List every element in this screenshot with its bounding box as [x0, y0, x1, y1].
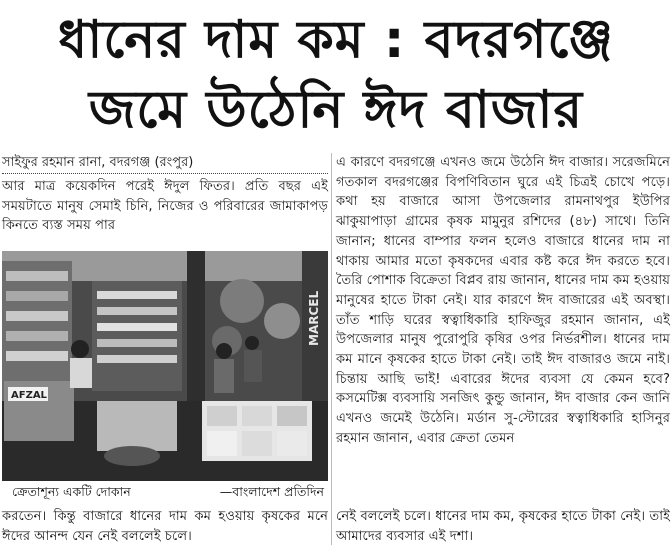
bottom-right-paragraph: নেই বললেই চলে। ধানের দাম কম, কৃষকের হাতে টাকা নেই। তাই আমাদের ব্যবসার এই দশা।	[336, 509, 670, 544]
intro-paragraph: আর মাত্র কয়েকদিন পরেই ঈদুল ফিতর। প্রতি বছর এই সময়টাতে মানুষ সেমাই চিনি, নিজের ও পরিবারের জামাকাপড় কিনতে ব্যস্ত সময় পার	[2, 179, 328, 234]
shop-photo	[2, 251, 328, 481]
left-column	[2, 153, 328, 236]
headline-line-2: জমে উঠেনি ঈদ বাজার	[88, 80, 584, 140]
marcel-sign-text: MARCEL	[307, 290, 321, 346]
bottom-left-paragraph: করতেন। কিন্তু বাজারে ধানের দাম কম হওয়ায় কৃষকের মনে ঈদের আনন্দ যেন নেই বললেই চলে।	[2, 509, 328, 544]
headline-line-1: ধানের দাম কম : বদরগঞ্জে	[58, 10, 614, 70]
headline	[0, 0, 672, 148]
column-divider	[331, 153, 332, 545]
photo-credit: —বাংলাদেশ প্রতিদিন	[219, 484, 324, 499]
photo-caption: ক্রেতাশূন্য একটি দোকান	[12, 484, 131, 499]
right-column: এ কারণে বদরগঞ্জে এখনও জমে উঠেনি ঈদ বাজার। সরেজমিনে গতকাল বদরগঞ্জের বিপণিবিতান ঘুরে এই চিত্রই চোখে পড়ে। কথা হয় বাজারে আসা উপজেলার রামনাথপুর ইউপির ঝাকুয়াপাড়া গ্রামের কৃষক মামুনুর রশিদের (৪৮) সাথে। তিনি জানান; ধানের বাম্পার ফলন হলেও বাজারে ধানের দাম না থাকায় আমার মতো কৃষকদের এবার কষ্ট করে ঈদ করতে হবে। তৈরি পোশাক বিক্রেতা বিপ্লব রায় জানান, ধানের দাম কম হওয়ায় মানুষের হাতে টাকা নেই। যার কারণে ঈদ বাজারের এই অবস্থা। তাঁত শাড়ি ঘরের স্বত্বাধিকারি হাফিজুর রহমান জানান, এই উপজেলার মানুষ পুরোপুরি কৃষির ওপর নির্ভরশীল। ধানের দাম কম মানে কৃষকের হাতে টাকা নেই। তাই ঈদ বাজারও জমে নাই। চিন্তায় আছি ভাই! এবারের ঈদের ব্যবসা যে কেমন হবে? কসমেটিক্স ব্যবসায়ি সনজিৎ কুন্ডু জানান, ঈদ বাজার কেন জানি এখনও জমেই উঠেনি। মর্ডান সু-স্টোরের স্বত্বাধিকারি হাসিনুর রহমান জানান, এবার ক্রেতা তেমন	[336, 155, 670, 446]
photo-caption-row	[2, 482, 328, 502]
shop-photo-illustration	[2, 251, 328, 481]
afzal-sign-text: AFZAL	[11, 390, 47, 401]
byline: সাইফুর রহমান রানা, বদরগঞ্জ (রংপুর)	[2, 153, 328, 174]
